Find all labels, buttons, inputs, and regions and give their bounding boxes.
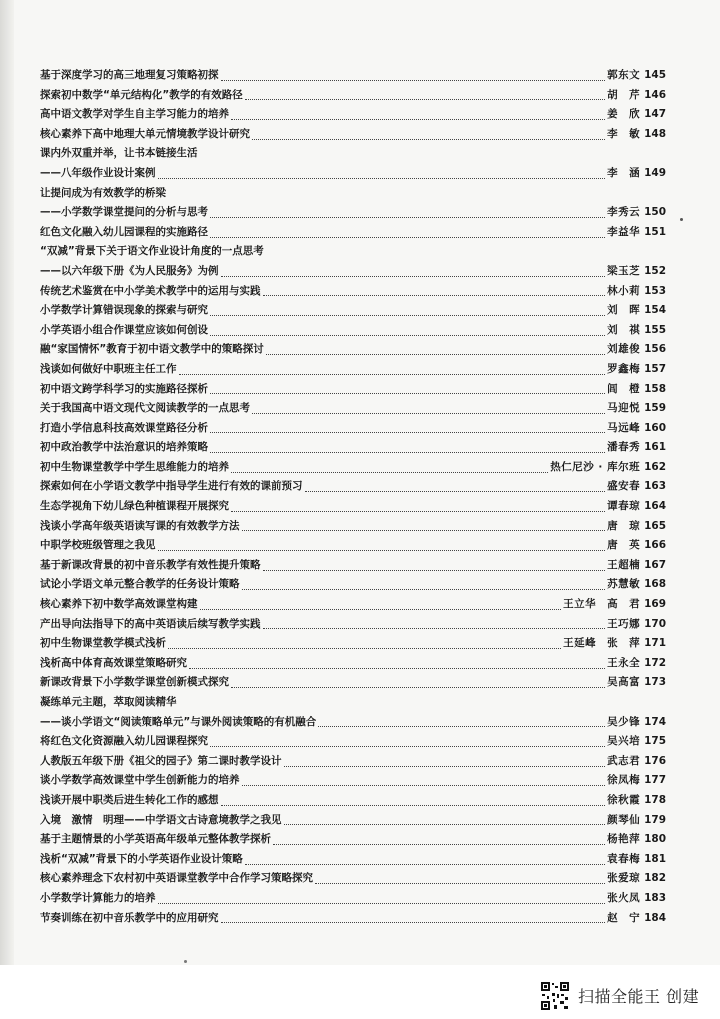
- entry-title: 核心素养下初中数学高效课堂构建: [40, 598, 198, 611]
- dot-leader: [158, 902, 606, 904]
- entry-author: 梁玉芝: [607, 264, 641, 277]
- toc-entry: [40, 732, 666, 752]
- entry-title: 浅谈如何做好中职班主任工作: [40, 362, 177, 375]
- entry-page-number: 153: [644, 284, 666, 297]
- dot-leader: [242, 529, 606, 531]
- entry-page-number: 164: [644, 500, 666, 513]
- toc-entry: [40, 125, 666, 145]
- toc-entry: [40, 164, 666, 184]
- toc-entry: [40, 556, 666, 576]
- entry-page-number: 145: [644, 69, 666, 81]
- entry-author: 袁春梅: [607, 852, 641, 865]
- toc-entry: [40, 321, 666, 341]
- entry-page-number: 179: [644, 813, 666, 826]
- entry-title: ——八年级作业设计案例: [40, 166, 156, 179]
- entry-title: 关于我国高中语文现代文阅读教学的一点思考: [40, 402, 250, 415]
- dot-leader: [221, 804, 606, 806]
- dot-leader: [245, 863, 605, 865]
- toc-entry: [40, 771, 666, 791]
- dot-leader: [221, 275, 606, 277]
- toc-entry: [40, 458, 666, 478]
- entry-title: 探索如何在小学语文教学中指导学生进行有效的课前预习: [40, 480, 303, 493]
- entry-author: 徐秋霞: [607, 793, 641, 806]
- entry-author: 吴高富: [607, 676, 641, 689]
- entry-author: 潘春秀: [607, 441, 641, 454]
- dot-leader: [231, 118, 605, 120]
- entry-title: 浅谈小学高年级英语读写课的有效教学方法: [40, 519, 240, 532]
- entry-title: 核心素养理念下农村初中英语课堂教学中合作学习策略探究: [40, 872, 313, 885]
- entry-author: 罗鑫梅: [607, 362, 641, 375]
- toc-entry: [40, 419, 666, 439]
- entry-author: 姜 欣: [607, 108, 641, 121]
- entry-author: 徐凤梅: [607, 774, 641, 787]
- speck-mark: [680, 218, 683, 221]
- dot-leader: [210, 216, 605, 218]
- entry-page-number: 177: [644, 774, 666, 787]
- toc-entry: [40, 144, 666, 164]
- toc-entry: [40, 66, 666, 86]
- entry-page-number: 162: [644, 460, 666, 473]
- toc-entry: [40, 811, 666, 831]
- entry-page-number: 146: [644, 88, 666, 101]
- entry-page-number: 168: [644, 578, 666, 591]
- entry-page-number: 172: [644, 656, 666, 669]
- entry-page-number: 163: [644, 480, 666, 493]
- toc-entry: [40, 595, 666, 615]
- entry-title: 传统艺术鉴赏在中小学美术教学中的运用与实践: [40, 284, 261, 297]
- entry-title: 将红色文化资源融入幼儿园课程探究: [40, 735, 208, 748]
- toc-entry: [40, 477, 666, 497]
- entry-author: 杨艳萍: [607, 833, 641, 846]
- entry-title: 基于深度学习的高三地理复习策略初探: [40, 69, 219, 81]
- entry-author: 谭春琼: [607, 500, 641, 513]
- entry-title: 初中生物课堂教学中学生思维能力的培养: [40, 460, 229, 473]
- toc-entry: [40, 380, 666, 400]
- entry-author: 吴少锋: [607, 715, 641, 728]
- entry-page-number: 173: [644, 676, 666, 689]
- entry-title: 探索初中数学“单元结构化”教学的有效路径: [40, 88, 243, 101]
- entry-author: 林小莉: [607, 284, 641, 297]
- toc-entry: [40, 752, 666, 772]
- dot-leader: [158, 549, 606, 551]
- toc-entry: [40, 86, 666, 106]
- entry-author: 李 敏: [607, 127, 641, 140]
- entry-page-number: 183: [644, 891, 666, 904]
- entry-title: 中职学校班级管理之我见: [40, 539, 156, 552]
- entry-author: 郭东文: [607, 69, 641, 81]
- dot-leader: [305, 490, 606, 492]
- entry-title: 新课改背景下小学数学课堂创新模式探究: [40, 676, 229, 689]
- toc-entry: [40, 693, 666, 713]
- entry-author: 热仁尼沙 · 库尔班: [550, 460, 641, 473]
- entry-author: 李秀云: [607, 206, 641, 219]
- entry-author: 赵 宁: [607, 911, 641, 924]
- dot-leader: [273, 843, 605, 845]
- entry-page-number: 160: [644, 421, 666, 434]
- dot-leader: [231, 686, 605, 688]
- dot-leader: [221, 79, 606, 81]
- entry-author: 马迎悦: [607, 402, 641, 415]
- entry-title: 谈小学数学高效课堂中学生创新能力的培养: [40, 774, 240, 787]
- toc-entry: [40, 399, 666, 419]
- entry-title: 基于新课改背景的初中音乐教学有效性提升策略: [40, 558, 261, 571]
- entry-title: 试论小学语文单元整合教学的任务设计策略: [40, 578, 240, 591]
- toc-entry: [40, 105, 666, 125]
- dot-leader: [210, 451, 605, 453]
- entry-author: 王巧娜: [607, 617, 641, 630]
- dot-leader: [284, 765, 606, 767]
- toc-entry: [40, 909, 666, 929]
- entry-title: 生态学视角下幼儿绿色种植课程开展探究: [40, 500, 229, 513]
- entry-title: 浅析“双减”背景下的小学英语作业设计策略: [40, 852, 243, 865]
- entry-title: 融“家国情怀”教育于初中语文教学中的策略探讨: [40, 343, 264, 356]
- dot-leader: [263, 627, 606, 629]
- toc-entry: [40, 673, 666, 693]
- entry-page-number: 174: [644, 715, 666, 728]
- scanner-brand-text: 扫描全能王 创建: [578, 987, 700, 1006]
- entry-page-number: 147: [644, 108, 666, 121]
- dot-leader: [231, 471, 548, 473]
- entry-title: 小学英语小组合作课堂应该如何创设: [40, 323, 208, 336]
- dot-leader: [263, 569, 606, 571]
- entry-title: 让提问成为有效教学的桥梁: [40, 186, 166, 199]
- entry-page-number: 166: [644, 539, 666, 552]
- toc-entry: [40, 242, 666, 262]
- entry-title: 人教版五年级下册《祖父的园子》第二课时教学设计: [40, 754, 282, 767]
- toc-entry: [40, 850, 666, 870]
- dot-leader: [221, 921, 606, 923]
- entry-page-number: 184: [644, 911, 666, 924]
- entry-page-number: 170: [644, 617, 666, 630]
- entry-title: 初中政治教学中法治意识的培养策略: [40, 441, 208, 454]
- entry-title: 浅析高中体育高效课堂策略研究: [40, 656, 187, 669]
- entry-author: 王超楠: [607, 558, 641, 571]
- entry-page-number: 171: [644, 637, 666, 650]
- entry-author: 吴兴培: [607, 735, 641, 748]
- entry-page-number: 152: [644, 264, 666, 277]
- dot-leader: [318, 725, 605, 727]
- page-edge-shadow: [0, 0, 14, 965]
- entry-author: 张爱琼: [607, 872, 641, 885]
- entry-page-number: 182: [644, 872, 666, 885]
- toc-entry: [40, 360, 666, 380]
- entry-author: 李益华: [607, 225, 641, 238]
- entry-title: 打造小学信息科技高效课堂路径分析: [40, 421, 208, 434]
- toc-entry: [40, 438, 666, 458]
- dot-leader: [242, 784, 606, 786]
- entry-page-number: 157: [644, 362, 666, 375]
- toc-entry: [40, 713, 666, 733]
- dot-leader: [210, 431, 605, 433]
- entry-page-number: 154: [644, 304, 666, 317]
- entry-page-number: 165: [644, 519, 666, 532]
- entry-page-number: 178: [644, 793, 666, 806]
- toc-entry: [40, 889, 666, 909]
- entry-page-number: 176: [644, 754, 666, 767]
- toc-entry: [40, 634, 666, 654]
- entry-page-number: 149: [644, 166, 666, 179]
- dot-leader: [210, 236, 605, 238]
- dot-leader: [252, 138, 605, 140]
- dot-leader: [263, 294, 606, 296]
- entry-title: 小学数学计算能力的培养: [40, 891, 156, 904]
- toc-entry: [40, 536, 666, 556]
- entry-author: 苏慧敏: [607, 578, 641, 591]
- entry-title: 入境 激情 明理——中学语文古诗意境教学之我见: [40, 813, 282, 826]
- entry-author: 王延峰 张 萍: [563, 637, 641, 650]
- speck-mark: [184, 960, 187, 963]
- entry-title: 浅谈开展中职类后进生转化工作的感想: [40, 793, 219, 806]
- entry-page-number: 150: [644, 206, 666, 219]
- entry-page-number: 156: [644, 343, 666, 356]
- dot-leader: [210, 392, 605, 394]
- entry-title: ——小学数学课堂提问的分析与思考: [40, 206, 208, 219]
- entry-title: 高中语文教学对学生自主学习能力的培养: [40, 108, 229, 121]
- entry-title: ——以六年级下册《为人民服务》为例: [40, 264, 219, 277]
- dot-leader: [210, 314, 605, 316]
- entry-author: 盛安春: [607, 480, 641, 493]
- entry-author: 颜琴仙: [607, 813, 641, 826]
- dot-leader: [252, 412, 605, 414]
- entry-title: 基于主题情景的小学英语高年级单元整体教学探析: [40, 833, 271, 846]
- toc-entry: [40, 654, 666, 674]
- toc-entry: [40, 575, 666, 595]
- entry-page-number: 159: [644, 402, 666, 415]
- entry-author: 闾 橙: [607, 382, 641, 395]
- dot-leader: [210, 334, 605, 336]
- entry-author: 李 涵: [607, 166, 641, 179]
- entry-title: ——谈小学语文“阅读策略单元”与课外阅读策略的有机融合: [40, 715, 317, 728]
- entry-author: 刘 晖: [607, 304, 641, 317]
- dot-leader: [284, 823, 606, 825]
- toc-entry: [40, 184, 666, 204]
- dot-leader: [200, 608, 562, 610]
- toc-entry: [40, 830, 666, 850]
- entry-title: 小学数学计算错误现象的探索与研究: [40, 304, 208, 317]
- entry-author: 王永全: [607, 656, 641, 669]
- toc-entry: [40, 203, 666, 223]
- dot-leader: [242, 588, 606, 590]
- entry-title: 节奏训练在初中音乐教学中的应用研究: [40, 911, 219, 924]
- entry-title: “双减”背景下关于语文作业设计角度的一点思考: [40, 245, 264, 258]
- entry-page-number: 158: [644, 382, 666, 395]
- entry-title: 红色文化融入幼儿园课程的实施路径: [40, 225, 208, 238]
- entry-author: 刘 祺: [607, 323, 641, 336]
- toc-entry: [40, 282, 666, 302]
- toc-entry: [40, 340, 666, 360]
- toc-entry: [40, 517, 666, 537]
- toc-entry: [40, 615, 666, 635]
- dot-leader: [231, 510, 605, 512]
- entry-page-number: 161: [644, 441, 666, 454]
- dot-leader: [179, 373, 606, 375]
- entry-title: 凝练单元主题，萃取阅读精华: [40, 696, 177, 708]
- toc-entry: [40, 497, 666, 517]
- entry-page-number: 155: [644, 323, 666, 336]
- dot-leader: [210, 745, 605, 747]
- dot-leader: [189, 667, 605, 669]
- entry-author: 张火凤: [607, 891, 641, 904]
- qr-code-icon: [540, 981, 570, 1011]
- dot-leader: [315, 882, 605, 884]
- entry-title: 核心素养下高中地理大单元情境教学设计研究: [40, 127, 250, 140]
- entry-page-number: 180: [644, 833, 666, 846]
- entry-page-number: 169: [644, 598, 666, 611]
- dot-leader: [168, 647, 561, 649]
- entry-page-number: 167: [644, 558, 666, 571]
- toc-entry: [40, 223, 666, 243]
- entry-author: 唐 琼: [607, 519, 641, 532]
- entry-author: 唐 英: [607, 539, 641, 552]
- table-of-contents: [40, 66, 666, 928]
- entry-author: 王立华 高 君: [563, 598, 641, 611]
- entry-page-number: 181: [644, 852, 666, 865]
- dot-leader: [245, 98, 605, 100]
- entry-author: 胡 芹: [607, 88, 641, 101]
- entry-page-number: 175: [644, 735, 666, 748]
- entry-title: 产出导向法指导下的高中英语读后续写教学实践: [40, 617, 261, 630]
- entry-title: 初中生物课堂教学模式浅析: [40, 637, 166, 650]
- scanner-watermark: [0, 975, 720, 1019]
- entry-page-number: 151: [644, 225, 666, 238]
- toc-entry: [40, 262, 666, 282]
- entry-title: 初中语文跨学科学习的实施路径探析: [40, 382, 208, 395]
- entry-title: 课内外双重并举，让书本链接生活: [40, 147, 198, 160]
- entry-author: 刘雄俊: [607, 343, 641, 356]
- entry-author: 武志君: [607, 754, 641, 767]
- toc-entry: [40, 791, 666, 811]
- entry-page-number: 148: [644, 127, 666, 140]
- dot-leader: [266, 353, 605, 355]
- toc-entry: [40, 301, 666, 321]
- toc-entry: [40, 869, 666, 889]
- dot-leader: [158, 177, 606, 179]
- entry-author: 马远峰: [607, 421, 641, 434]
